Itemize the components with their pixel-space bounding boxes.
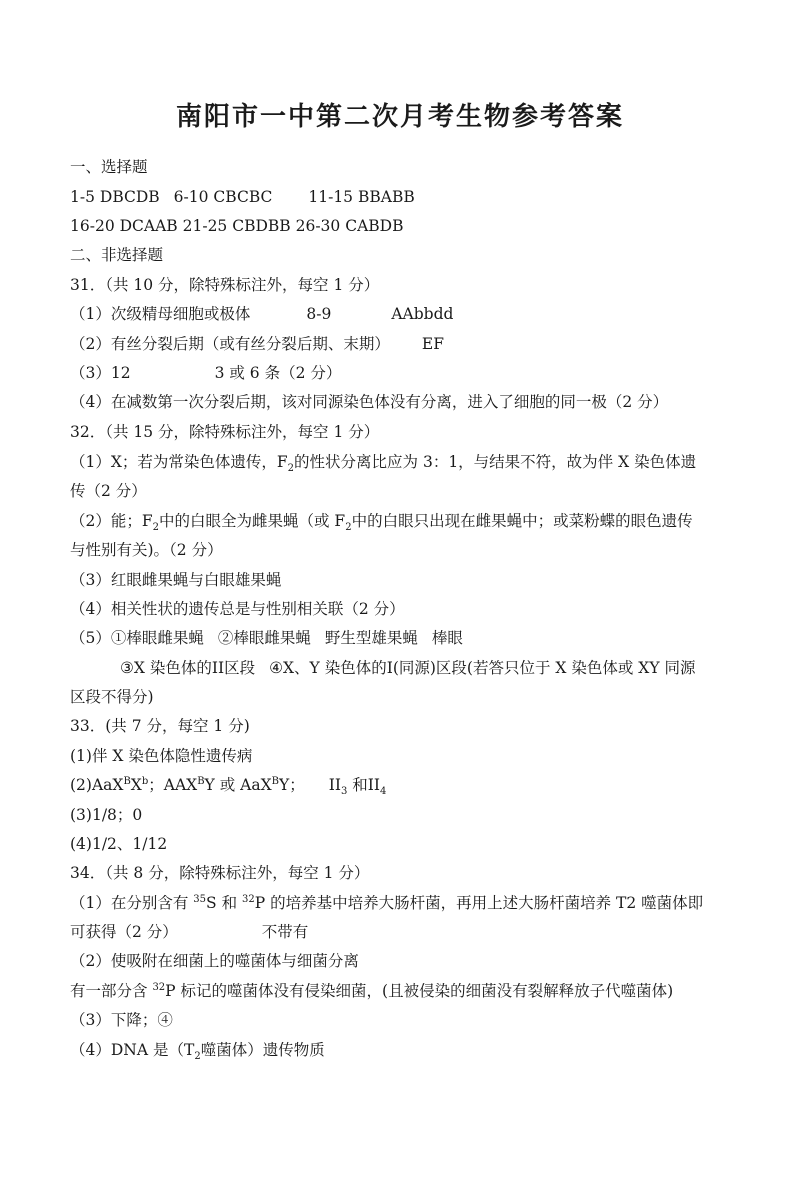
- q32-answer-2-mid: 中的白眼全为雌果蝇（或 F: [159, 512, 346, 530]
- q33-answer-2-sub: 4: [380, 786, 387, 798]
- q31-answer-3-part-a: （3）12: [70, 364, 131, 382]
- q34-header: 34．（共 8 分，除特殊标注外，每空 1 分）: [70, 864, 370, 882]
- q32-answer-1-subscript: 2: [287, 463, 295, 475]
- q33-answer-2-text: Y 或 AaX: [204, 776, 272, 794]
- q34-answer-4: [70, 1040, 325, 1063]
- q33-answer-2-text: X: [130, 776, 142, 794]
- q31-header: 31．（共 10 分，除特殊标注外，每空 1 分）: [70, 276, 380, 294]
- choice-answers-6-10: 6-10 CBCBC: [173, 188, 273, 206]
- q34-answer-2-text: P 标记的噬菌体没有侵染细菌，(且被侵染的细菌没有裂解释放子代噬菌体): [165, 982, 674, 1000]
- q34-answer-1-text: （1）在分别含有: [70, 894, 194, 912]
- q33-answer-2: [70, 775, 387, 798]
- q32-answer-1-post: 的性状分离比应为 3：1，与结果不符，故为伴 X 染色体遗: [294, 453, 697, 471]
- q33-answer-2-generation: 和II: [347, 776, 381, 794]
- q34-answer-2-continued: [70, 981, 673, 1001]
- q31-answer-2: [70, 334, 444, 354]
- q32-answer-5-part-e: ③X 染色体的II区段: [120, 659, 256, 677]
- q34-answer-1-text: P 的培养基中培养大肠杆菌，再用上述大肠杆菌培养 T2 噬菌体即: [254, 894, 704, 912]
- choice-section-heading: 一、选择题: [70, 158, 148, 176]
- q32-answer-5-continued: 区段不得分): [70, 688, 154, 706]
- q31-answer-2-part-b: EF: [421, 335, 444, 353]
- q31-answer-3-part-b: 3 或 6 条（2 分）: [214, 364, 342, 382]
- q31-answer-3: [70, 363, 341, 383]
- q33-answer-2-sup: B: [271, 775, 279, 787]
- q33-answer-2-sup: b: [141, 775, 149, 787]
- q32-answer-3: （3）红眼雌果蝇与白眼雄果蝇: [70, 571, 282, 589]
- q31-answer-1-part-a: （1）次级精母细胞或极体: [70, 305, 251, 323]
- q33-answer-1: (1)伴 X 染色体隐性遗传病: [70, 747, 253, 765]
- q32-answer-2-post: 中的白眼只出现在雌果蝇中；或菜粉蝶的眼色遗传: [351, 512, 693, 530]
- choice-answers-11-15: 11-15 BBABB: [308, 188, 415, 206]
- q33-answer-3: (3)1/8；0: [70, 806, 143, 824]
- q34-answer-4-text: （4）DNA 是（T: [70, 1041, 195, 1059]
- q31-answer-1: [70, 304, 453, 324]
- q33-answer-2-text: (2)AaX: [70, 776, 124, 794]
- q31-answer-2-part-a: （2）有丝分裂后期（或有丝分裂后期、末期）: [70, 335, 390, 353]
- q34-answer-4-text: 噬菌体）遗传物质: [200, 1041, 325, 1059]
- q32-answer-4: （4）相关性状的遗传总是与性别相关联（2 分）: [70, 600, 405, 618]
- nonchoice-section-heading: 二、非选择题: [70, 246, 164, 264]
- q32-answer-2-subscript-2: 2: [345, 522, 352, 534]
- q34-answer-1-sup: 35: [193, 893, 207, 905]
- q34-answer-1-part-b: 不带有: [261, 923, 309, 941]
- q34-answer-1-text: S 和: [206, 894, 243, 912]
- q32-answer-2-pre: （2）能；F: [70, 512, 153, 530]
- q32-answer-1: [70, 452, 697, 475]
- page-title: 南阳市一中第二次月考生物参考答案: [175, 102, 624, 132]
- q32-answer-5-line-2: [120, 658, 695, 678]
- q31-answer-1-part-c: AAbbdd: [391, 305, 454, 323]
- q32-answer-2-subscript-1: 2: [152, 522, 159, 534]
- q33-answer-2-sup: B: [123, 775, 131, 787]
- q33-answer-2-sub: 3: [340, 786, 348, 798]
- q32-answer-5-part-a: （5）①棒眼雌果蝇: [70, 629, 204, 647]
- q32-answer-5: [70, 628, 463, 648]
- q34-answer-1-continued: [70, 922, 308, 942]
- q33-answer-2-generation: II: [328, 776, 341, 794]
- q31-answer-1-part-b: 8-9: [306, 305, 332, 323]
- q33-answer-2-text: Y；: [278, 776, 305, 794]
- q33-answer-2-sup: B: [197, 775, 205, 787]
- choice-answers-1-5: 1-5 DBCDB: [70, 188, 160, 206]
- choice-answers-row-2: 16-20 DCAAB 21-25 CBDBB 26-30 CABDB: [70, 217, 404, 235]
- q34-answer-2-sup: 32: [152, 981, 166, 993]
- choice-answers-row-1: [70, 187, 415, 207]
- q31-answer-4: （4）在减数第一次分裂后期，该对同源染色体没有分离，进入了细胞的同一极（2 分）: [70, 393, 669, 411]
- q33-answer-2-text: ；AAX: [148, 776, 198, 794]
- q34-answer-1-part-a: 可获得（2 分）: [70, 923, 178, 941]
- q32-answer-1-continued: 传（2 分）: [70, 482, 147, 500]
- q34-answer-2: （2）使吸附在细菌上的噬菌体与细菌分离: [70, 952, 359, 970]
- q32-answer-5-part-f: ④X、Y 染色体的I(同源)区段(若答只位于 X 染色体或 XY 同源: [269, 659, 696, 677]
- q32-answer-5-part-b: ②棒眼雌果蝇: [217, 629, 311, 647]
- q34-answer-3: （3）下降；④: [70, 1011, 173, 1029]
- q34-answer-1-sup: 32: [242, 893, 255, 905]
- q34-answer-4-sub: 2: [194, 1051, 201, 1063]
- q33-header: 33．(共 7 分，每空 1 分): [70, 717, 250, 735]
- q34-answer-2-text: 有一部分含: [70, 982, 153, 1000]
- q32-answer-2: [70, 511, 693, 534]
- q32-answer-1-pre: （1）X；若为常染色体遗传，F: [70, 453, 288, 471]
- q33-answer-4: (4)1/2、1/12: [70, 835, 168, 853]
- q32-answer-5-part-c: 野生型雄果蝇: [324, 629, 418, 647]
- q32-header: 32．（共 15 分，除特殊标注外，每空 1 分）: [70, 423, 380, 441]
- q32-answer-2-continued: 与性别有关)。（2 分）: [70, 541, 223, 559]
- q34-answer-1: [70, 893, 703, 913]
- q32-answer-5-part-d: 棒眼: [431, 629, 463, 647]
